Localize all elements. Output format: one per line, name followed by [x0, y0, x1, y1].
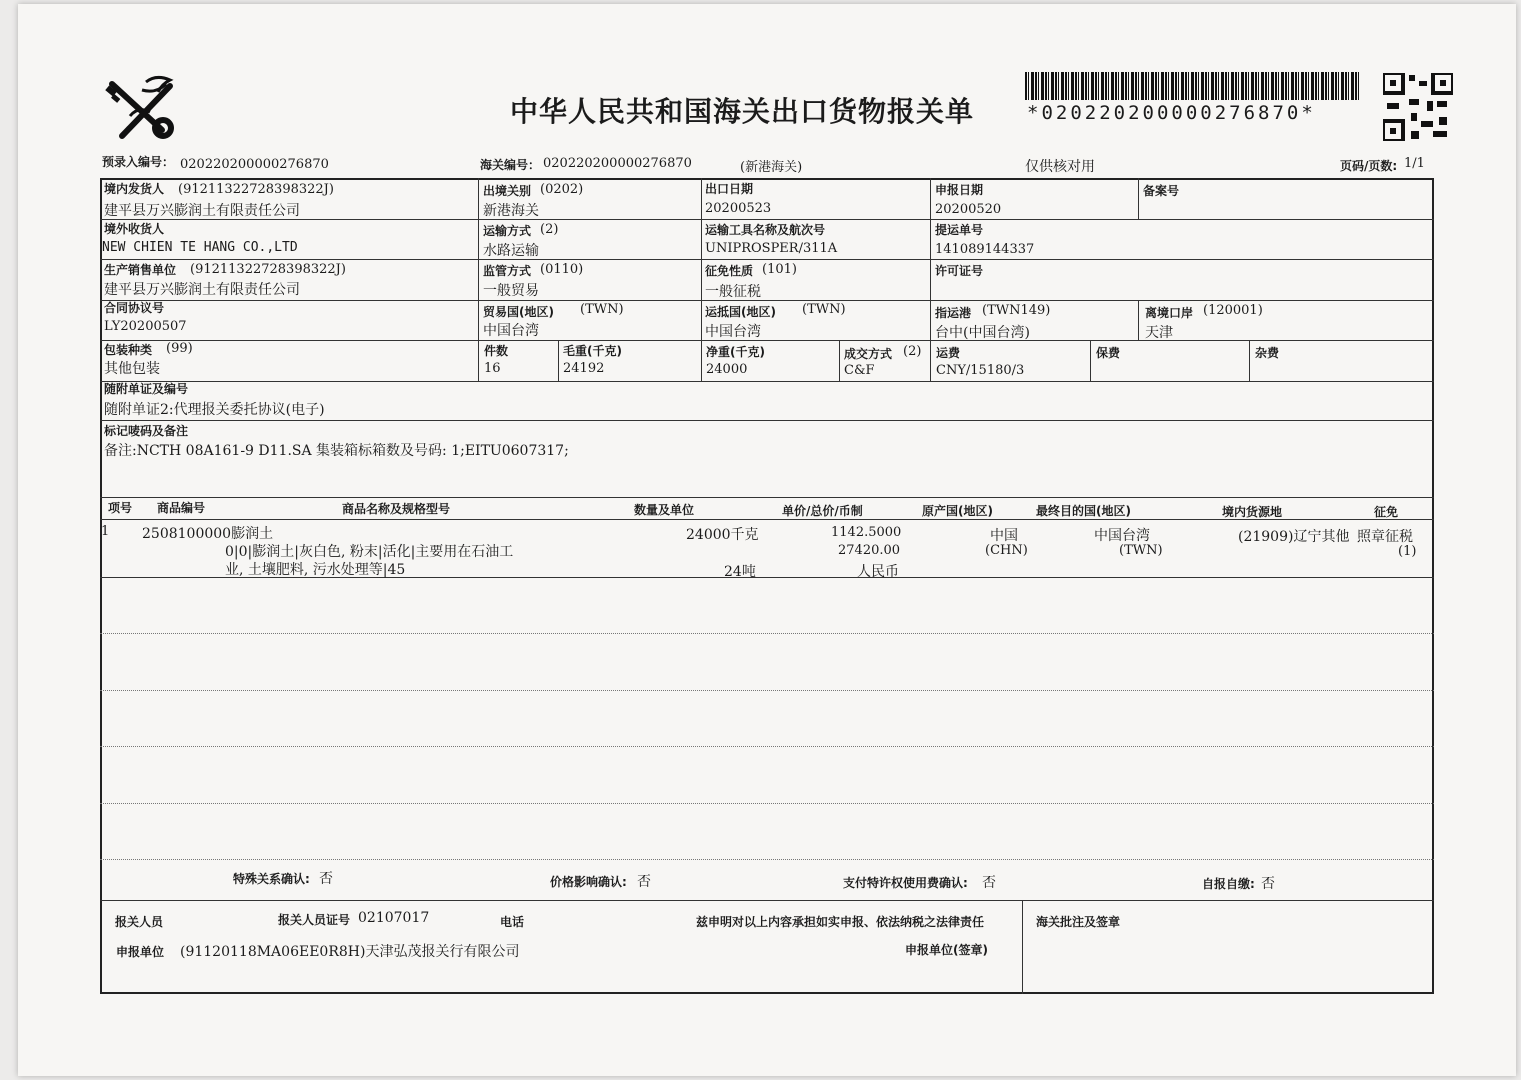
goods-spec-line1: 0|0|膨润土|灰白色, 粉末|活化|主要用在石油工 [225, 544, 514, 560]
goods-currency: 人民币 [857, 564, 899, 580]
pieces-label: 件数 [484, 344, 509, 358]
dest-port-code: (TWN149) [982, 303, 1051, 318]
arrival-country-code: (TWN) [802, 302, 846, 317]
supervision-value: 一般贸易 [483, 283, 539, 299]
declare-unit-value: (91120118MA06EE0R8H)天津弘茂报关行有限公司 [180, 944, 520, 960]
trade-country-label: 贸易国(地区) [483, 305, 554, 319]
dest-port-label: 指运港 [935, 306, 972, 320]
goods-origin-code: (CHN) [985, 543, 1028, 558]
goods-qty-primary: 24000千克 [686, 527, 759, 543]
contract-label: 合同协议号 [104, 301, 165, 315]
supervision-label: 监管方式 [483, 264, 532, 278]
barcode-text: *020220200000276870* [1027, 102, 1316, 124]
insurance-label: 保费 [1096, 346, 1121, 360]
price-impact-value: 否 [637, 874, 651, 890]
col-qty: 数量及单位 [634, 503, 695, 517]
goods-dest-code: (TWN) [1119, 543, 1163, 558]
bl-value: 141089144337 [935, 242, 1035, 257]
goods-item-no: 1 [101, 524, 110, 539]
dest-port-value: 台中(中国台湾) [935, 325, 1030, 341]
goods-spec-line2: 业, 土壤肥料, 污水处理等|45 [225, 562, 406, 578]
preentry-value: 020220200000276870 [180, 157, 329, 172]
trade-country-code: (TWN) [580, 302, 624, 317]
verify-note: 仅供核对用 [1025, 159, 1095, 175]
col-name: 商品名称及规格型号 [342, 502, 451, 516]
special-relation-label: 特殊关系确认: [233, 872, 310, 886]
arrival-country-value: 中国台湾 [705, 324, 761, 340]
goods-dest: 中国台湾 [1094, 528, 1150, 544]
page-label: 页码/页数: [1340, 159, 1398, 173]
pack-value: 其他包装 [104, 361, 160, 377]
transport-value: 水路运输 [483, 243, 539, 259]
royalty-value: 否 [982, 875, 996, 891]
declarant-label: 报关人员 [115, 915, 164, 929]
special-relation-value: 否 [319, 871, 333, 887]
pack-label: 包装种类 [104, 343, 153, 357]
shipper-value: 建平县万兴膨润土有限责任公司 [104, 203, 300, 219]
goods-unit-price: 1142.5000 [831, 525, 902, 540]
shipper-label: 境内发货人 [104, 182, 165, 196]
trade-country-value: 中国台湾 [483, 323, 539, 339]
net-label: 净重(千克) [706, 345, 765, 359]
levy-nature-code: (101) [762, 262, 797, 277]
export-date-value: 20200523 [705, 201, 772, 216]
legal-statement: 兹申明对以上内容承担如实申报、依法纳税之法律责任 [696, 915, 985, 929]
col-dest: 最终目的国(地区) [1036, 504, 1131, 518]
vessel-value: UNIPROSPER/311A [705, 241, 838, 256]
consignee-value: NEW CHIEN TE HANG CO.,LTD [102, 240, 298, 255]
col-levy: 征免 [1374, 505, 1399, 519]
exit-point-label: 离境口岸 [1145, 306, 1194, 320]
page-value: 1/1 [1404, 156, 1425, 171]
barcode-icon [1025, 72, 1361, 100]
customs-no-value: 020220200000276870 [543, 156, 692, 171]
self-pay-value: 否 [1261, 876, 1275, 892]
transport-label: 运输方式 [483, 224, 532, 238]
exit-port-label: 出境关别 [483, 184, 532, 198]
docs-label: 随附单证及编号 [104, 382, 189, 396]
col-source: 境内货源地 [1222, 505, 1283, 519]
arrival-country-label: 运抵国(地区) [705, 305, 776, 319]
customs-emblem-icon [100, 72, 186, 146]
export-date-label: 出口日期 [705, 182, 754, 196]
col-origin: 原产国(地区) [922, 504, 993, 518]
producer-label: 生产销售单位 [104, 263, 177, 277]
levy-nature-value: 一般征税 [705, 284, 761, 300]
terms-code: (2) [903, 344, 922, 359]
bl-label: 提运单号 [935, 223, 984, 237]
price-impact-label: 价格影响确认: [550, 875, 627, 889]
goods-code-name: 2508100000膨润土 [142, 526, 274, 542]
contract-value: LY20200507 [104, 319, 187, 334]
exit-point-value: 天津 [1145, 325, 1173, 341]
goods-source: (21909)辽宁其他 [1238, 529, 1350, 545]
page-title: 中华人民共和国海关出口货物报关单 [510, 95, 975, 128]
marks-value: 备注:NCTH 08A161-9 D11.SA 集装箱标箱数及号码: 1;EITU0607317; [104, 443, 569, 459]
terms-value: C&F [844, 363, 875, 378]
goods-origin: 中国 [990, 528, 1018, 544]
declare-date-label: 申报日期 [935, 183, 984, 197]
transport-code: (2) [540, 222, 559, 237]
preentry-label: 预录入编号： [102, 155, 175, 169]
customs-sign-label: 海关批注及签章 [1036, 915, 1121, 929]
docs-value: 随附单证2:代理报关委托协议(电子) [104, 402, 325, 418]
declare-date-value: 20200520 [935, 202, 1002, 217]
customs-no-label: 海关编号： [480, 158, 541, 172]
levy-nature-label: 征免性质 [705, 264, 754, 278]
goods-total-price: 27420.00 [838, 543, 901, 558]
consignee-label: 境外收货人 [104, 222, 165, 236]
self-pay-label: 自报自缴: [1202, 877, 1255, 891]
net-value: 24000 [706, 362, 748, 377]
col-code: 商品编号 [157, 501, 206, 515]
pieces-value: 16 [484, 361, 501, 376]
exit-port-value: 新港海关 [483, 203, 539, 219]
qr-code-icon [1383, 73, 1453, 141]
exit-point-code: (120001) [1203, 303, 1263, 318]
freight-value: CNY/15180/3 [936, 363, 1025, 378]
vessel-label: 运输工具名称及航次号 [705, 223, 826, 237]
phone-label: 电话 [500, 915, 525, 929]
col-price: 单价/总价/币制 [782, 504, 863, 518]
gross-label: 毛重(千克) [563, 344, 622, 358]
shipper-code: (91211322728398322J) [178, 182, 334, 197]
declare-unit-label: 申报单位 [116, 945, 165, 959]
goods-levy: 照章征税 [1357, 529, 1413, 545]
freight-label: 运费 [936, 346, 961, 360]
supervision-code: (0110) [540, 262, 584, 277]
producer-code: (91211322728398322J) [190, 262, 346, 277]
record-no-label: 备案号 [1143, 184, 1180, 198]
terms-label: 成交方式 [844, 347, 893, 361]
declare-unit-seal-label: 申报单位(签章) [905, 943, 988, 957]
marks-label: 标记唛码及备注 [104, 424, 189, 438]
goods-qty-secondary: 24吨 [724, 564, 756, 580]
license-label: 许可证号 [935, 264, 984, 278]
exit-port-code: (0202) [540, 182, 584, 197]
pack-code: (99) [166, 341, 193, 356]
producer-value: 建平县万兴膨润土有限责任公司 [104, 282, 300, 298]
royalty-label: 支付特许权使用费确认: [843, 876, 968, 890]
goods-levy-code: (1) [1398, 544, 1417, 559]
customs-office: (新港海关) [740, 160, 803, 175]
col-item-no: 项号 [108, 501, 133, 515]
declarant-cert-label: 报关人员证号 [278, 913, 351, 927]
misc-label: 杂费 [1255, 346, 1280, 360]
gross-value: 24192 [563, 361, 605, 376]
declarant-cert-value: 02107017 [358, 910, 430, 926]
